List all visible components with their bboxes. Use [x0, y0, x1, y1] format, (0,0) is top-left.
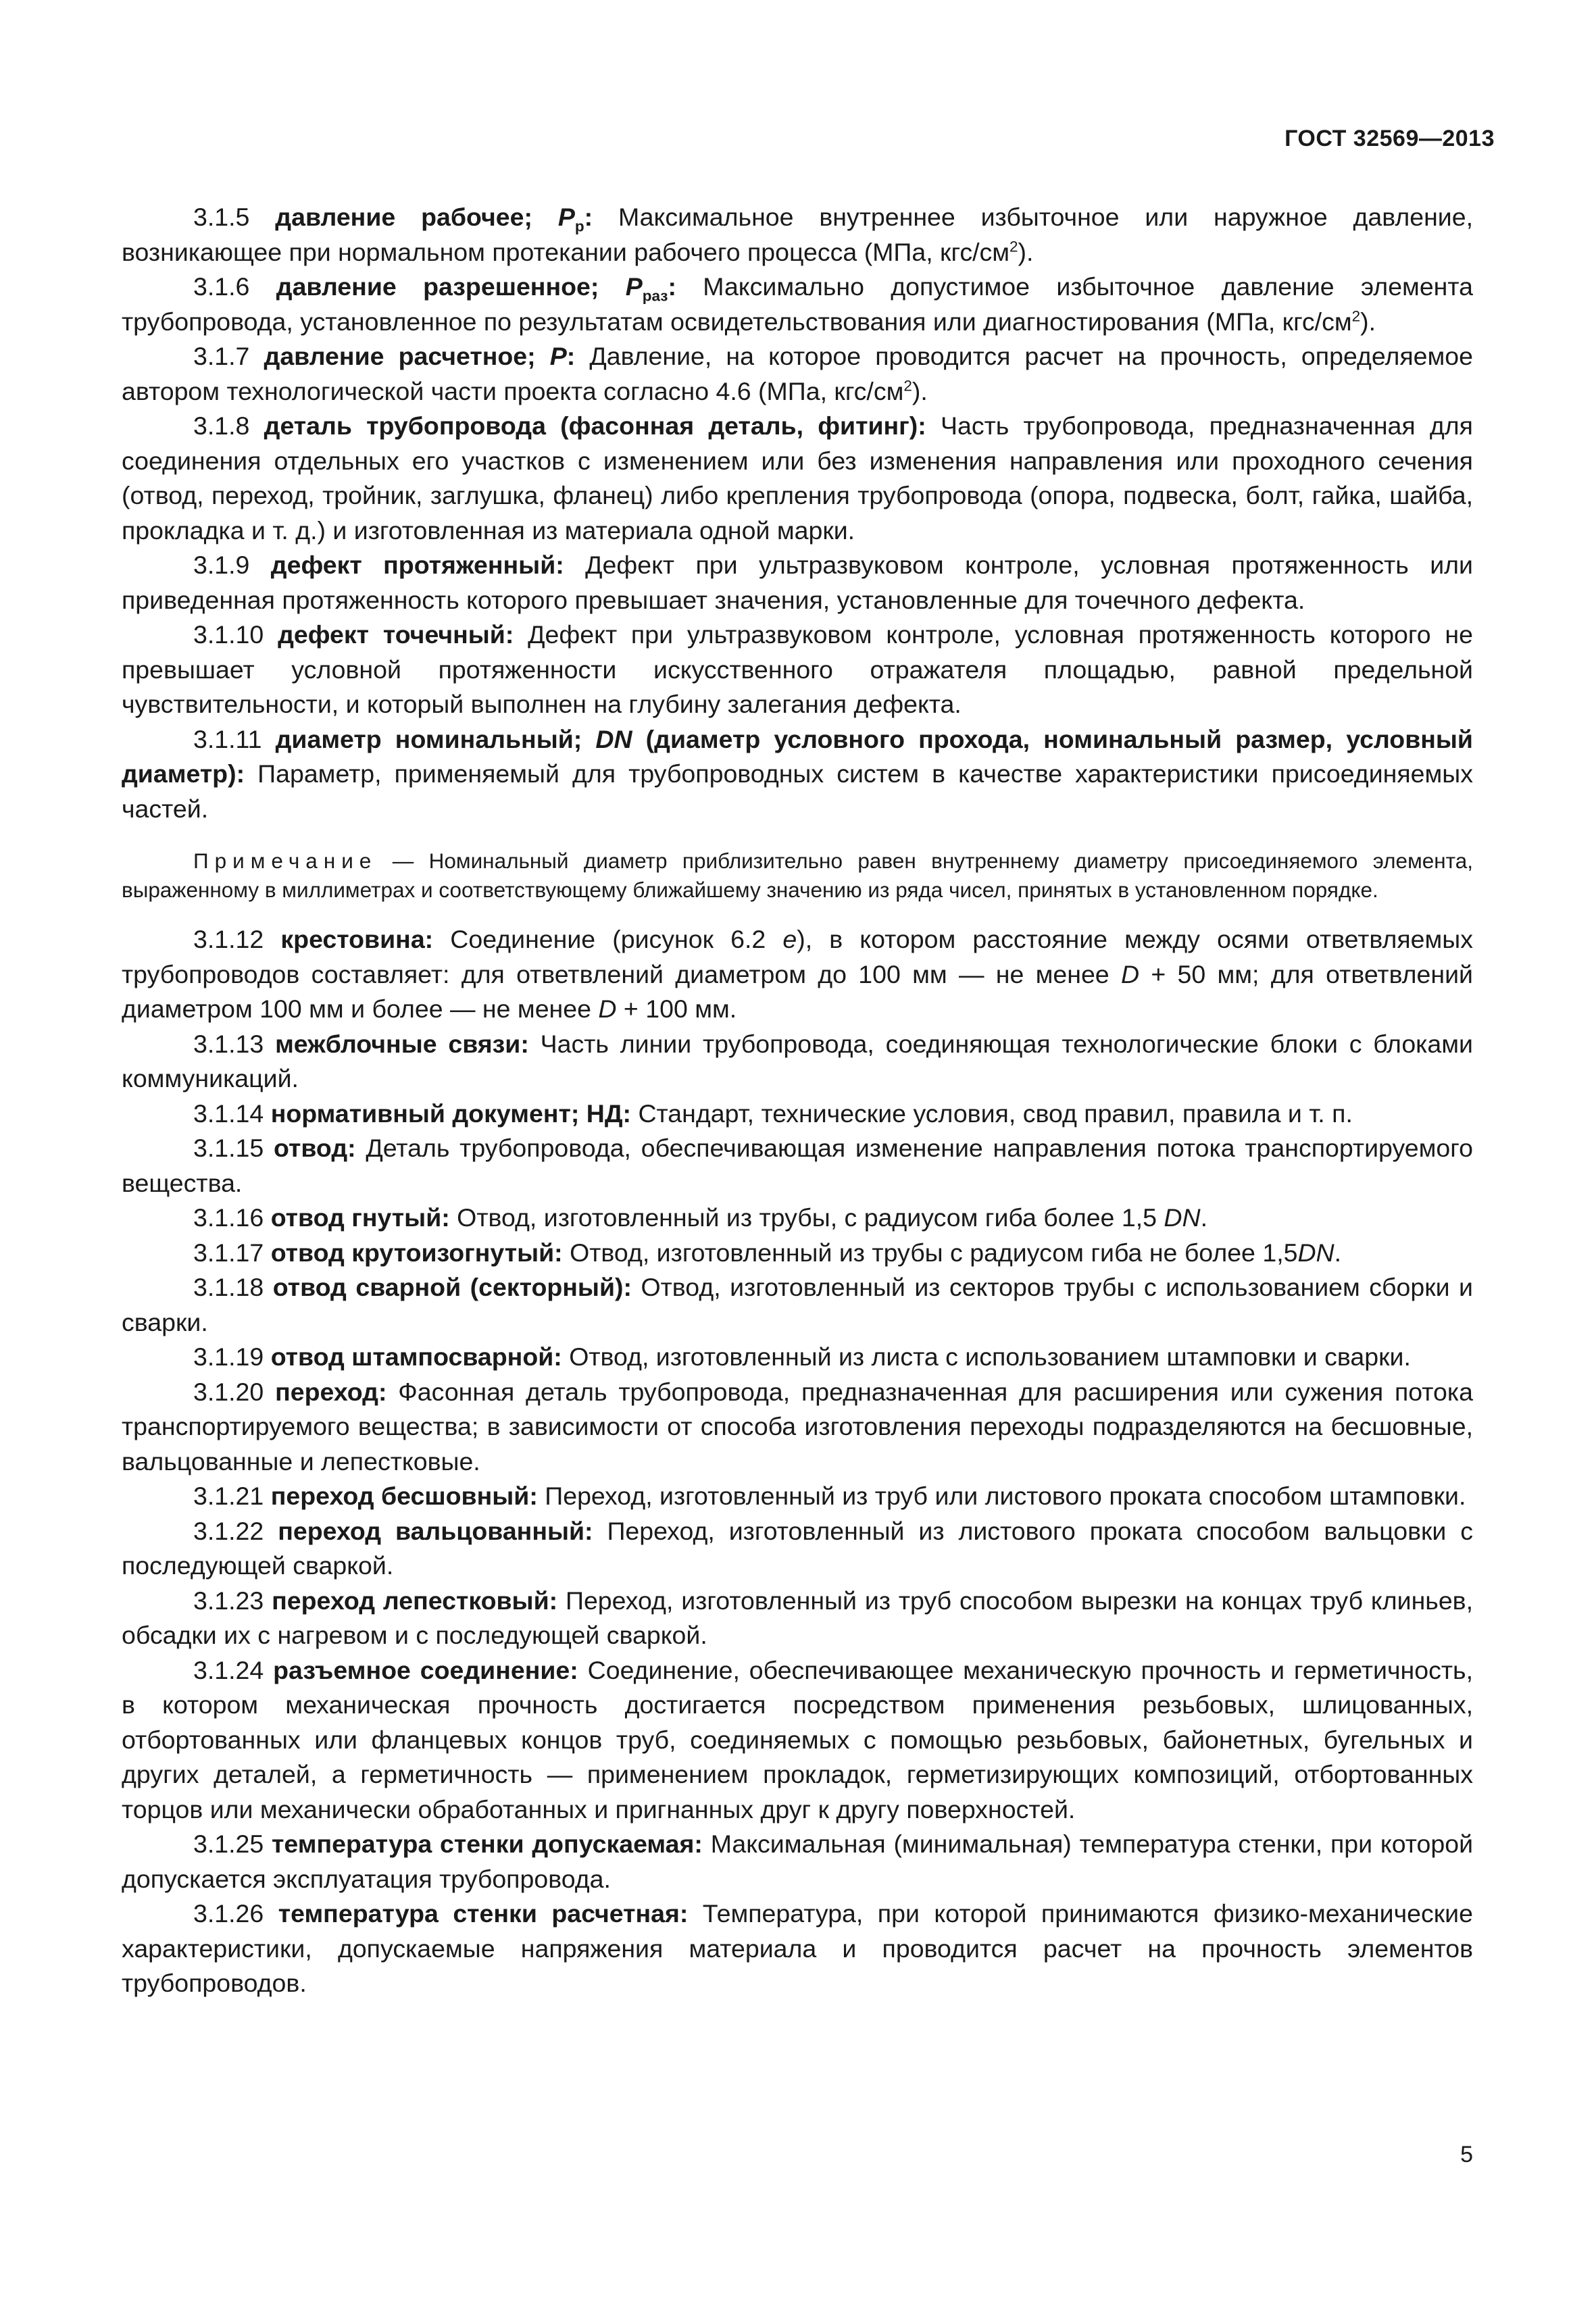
definition-text: Дефект при ультразвуковом контроле, условная протяженность или приведенная протяженность которого превышает значения, установленные для точечного дефекта.: [122, 551, 1473, 614]
clause-number: 3.1.15: [193, 1134, 264, 1162]
term: давление рабочее; $P_р$:: [275, 203, 593, 235]
definition-text: Переход, изготовленный из листового проката способом вальцовки с последующей сваркой.: [122, 1516, 1474, 1580]
term: крестовина:: [280, 925, 434, 953]
note-label: Примечание: [193, 849, 378, 873]
clause-number: 3.1.23: [193, 1586, 264, 1615]
term: температура стенки расчетная:: [278, 1899, 689, 1928]
definition-text: Переход, изготовленный из труб способом вырезки на концах труб клиньев, обсадки их с нагревом и с последующей сваркой.: [122, 1586, 1474, 1649]
definition-3-1-21: [122, 1479, 1473, 1514]
definition-3-1-18: [122, 1270, 1473, 1340]
term: переход лепестковый:: [272, 1586, 558, 1615]
term: отвод гнутый:: [270, 1203, 450, 1232]
definition-text: Часть трубопровода, предназначенная для соединения отдельных его участков с изменением или без изменения направления или проходного сечения (отвод, переход, тройник, заглушка, фланец) либо крепления трубопровода (опора, подвеска, болт, гайка, шайба, прокладка и т. д.) и изготовленная из материала одной марки.: [122, 411, 1473, 545]
clause-number: 3.1.13: [193, 1029, 264, 1058]
document-header: ГОСТ 32569—2013: [1285, 126, 1495, 151]
definition-text: Максимальное внутреннее избыточное или наружное давление, возникающее при нормальном протекании рабочего процесса (МПа, кгс/см: [122, 203, 1474, 266]
definition-text: Максимальная (минимальная) температура стенки, при которой допускается эксплуатация трубопровода.: [122, 1830, 1474, 1893]
definition-text: Соединение, обеспечивающее механическую прочность и герметичность, в котором механическая прочность достигается посредством применения резьбовых, шлицованных, отбортованных или фланцевых концов труб, соединяемых с помощью резьбовых, байонетных, бугельных и других деталей, а герметичность — применением прокладок, герметизирующих композиций, отбортованных торцов или механически обработанных и пригнанных друг к другу поверхностей.: [122, 1655, 1473, 1823]
clause-number: 3.1.22: [193, 1516, 264, 1545]
term: нормативный документ; НД:: [270, 1099, 632, 1128]
clause-number: 3.1.21: [193, 1482, 264, 1510]
definition-text: Давление, на которое проводится расчет на прочность, определяемое автором технологической части проекта согласно 4.6 (МПа, кгс/см: [122, 342, 1474, 405]
clause-number: 3.1.20: [193, 1377, 264, 1406]
definition-3-1-6: 3.1.6 давление разрешенное; $P_{раз}$: Максимально допустимое избыточное давление элемента трубопровода, установленное по результатам освидетельствования или диагностирования (МПа, кгс/$см^2$).: [122, 272, 1474, 336]
definition-3-1-7: 3.1.7 давление расчетное; P: Давление, на которое проводится расчет на прочность, определяемое автором технологической части проекта согласно 4.6 (МПа, кгс/$см^2$).: [122, 342, 1474, 405]
definition-3-1-10: [122, 618, 1473, 722]
definition-text: Отвод, изготовленный из трубы, с радиусом гиба более 1,5: [449, 1203, 1164, 1232]
definition-text: Параметр, применяемый для трубопроводных систем в качестве характеристики присоединяемых частей.: [122, 759, 1473, 823]
term: переход бесшовный:: [270, 1482, 538, 1510]
definition-text: Стандарт, технические условия, свод правил, правила и т. п.: [631, 1099, 1353, 1128]
term: отвод крутоизогнутый:: [270, 1238, 563, 1267]
term: переход:: [275, 1377, 387, 1406]
definition-3-1-26: [122, 1896, 1473, 2001]
definition-3-1-14: [122, 1097, 1473, 1132]
clause-number: 3.1.8: [193, 411, 250, 440]
definition-3-1-23: [122, 1584, 1473, 1653]
definition-3-1-13: [122, 1027, 1473, 1097]
definition-3-1-19: [122, 1340, 1473, 1375]
clause-number: 3.1.14: [193, 1099, 264, 1128]
clause-number: 3.1.18: [193, 1273, 264, 1301]
term: отвод сварной (секторный):: [272, 1273, 632, 1301]
term: дефект протяженный:: [270, 551, 564, 579]
term: диаметр номинальный; DN (диаметр условного прохода, номинальный размер, условный диаметр):: [122, 724, 1473, 788]
definition-3-1-22: [122, 1514, 1473, 1584]
definition-text: Часть линии трубопровода, соединяющая технологические блоки с блоками коммуникаций.: [122, 1029, 1474, 1092]
definition-3-1-17: 3.1.17 отвод крутоизогнутый: Отвод, изготовленный из трубы с радиусом гиба не более 1,5DN.: [193, 1238, 1342, 1267]
definition-text: Отвод, изготовленный из листа с использованием штамповки и сварки.: [562, 1342, 1411, 1371]
note-text: — Номинальный диаметр приблизительно равен внутреннему диаметру присоединяемого элемента, выраженному в миллиметрах и соответствующему ближайшему значению из ряда чисел, принятых в установленном порядке.: [122, 849, 1473, 902]
clause-number: 3.1.25: [193, 1830, 264, 1858]
clause-number: 3.1.11: [193, 724, 262, 753]
definition-3-1-16: 3.1.16 отвод гнутый: Отвод, изготовленный из трубы, с радиусом гиба более 1,5 DN.: [193, 1203, 1207, 1232]
definition-text: Дефект при ультразвуковом контроле, условная протяженность которого не превышает условной протяженности искусственного отражателя площадью, равной предельной чувствительности, и который выполнен на глубину залегания дефекта.: [122, 620, 1473, 718]
definition-3-1-25: [122, 1827, 1473, 1896]
term: давление разрешенное; $P_{раз}$:: [276, 272, 676, 305]
definition-text: Отвод, изготовленный из трубы с радиусом гиба не более 1,5: [562, 1238, 1298, 1267]
definition-3-1-8: [122, 409, 1473, 548]
clause-number: 3.1.7: [193, 342, 250, 370]
definition-text: Максимально допустимое избыточное давление элемента трубопровода, установленное по результатам освидетельствования или диагностирования (МПа, кгс/см: [122, 272, 1474, 336]
definition-text: Фасонная деталь трубопровода, предназначенная для расширения или сужения потока транспортируемого вещества; в зависимости от способа изготовления переходы подразделяются на бесшовные, вальцованные и лепестковые.: [122, 1377, 1473, 1476]
term: давление расчетное; P:: [264, 342, 576, 370]
document-body: [122, 200, 1473, 2001]
definition-3-1-11: [122, 722, 1473, 827]
definition-3-1-15: [122, 1131, 1473, 1201]
clause-number: 3.1.17: [193, 1238, 264, 1267]
definition-text: Деталь трубопровода, обеспечивающая изменение направления потока транспортируемого вещества.: [122, 1134, 1473, 1197]
definition-text: Температура, при которой принимаются физико-механические характеристики, допускаемые напряжения материала и проводится расчет на прочность элементов трубопроводов.: [122, 1899, 1473, 1997]
term: температура стенки допускаемая:: [272, 1830, 703, 1858]
term: отвод штампосварной:: [270, 1342, 562, 1371]
clause-number: 3.1.19: [193, 1342, 264, 1371]
term: межблочные связи:: [275, 1029, 529, 1058]
note: [122, 847, 1473, 905]
term: деталь трубопровода (фасонная деталь, фитинг):: [264, 411, 926, 440]
term: разъемное соединение:: [273, 1655, 578, 1684]
clause-number: 3.1.10: [193, 620, 264, 649]
page-number: 5: [1460, 2142, 1473, 2167]
definition-text: Отвод, изготовленный из секторов трубы с использованием сборки и сварки.: [122, 1273, 1474, 1336]
term: переход вальцованный:: [278, 1516, 593, 1545]
definition-3-1-9: [122, 548, 1473, 618]
term: дефект точечный:: [278, 620, 514, 649]
definition-text: Переход, изготовленный из труб или листового проката способом штамповки.: [537, 1482, 1466, 1510]
clause-number: 3.1.12: [193, 925, 264, 953]
definition-3-1-20: [122, 1375, 1473, 1480]
clause-number: 3.1.26: [193, 1899, 264, 1928]
clause-number: 3.1.9: [193, 551, 250, 579]
clause-number: 3.1.5: [193, 203, 250, 231]
clause-number: 3.1.16: [193, 1203, 264, 1232]
definition-3-1-24: [122, 1653, 1473, 1828]
clause-number: 3.1.24: [193, 1655, 264, 1684]
term: отвод:: [274, 1134, 356, 1162]
definition-3-1-5: 3.1.5 давление рабочее; $P_р$: Максимальное внутреннее избыточное или наружное давление, возникающее при нормальном протекании рабочего процесса (МПа, кгс/$см^2$).: [122, 203, 1474, 266]
clause-number: 3.1.6: [193, 272, 250, 301]
definition-3-1-12: 3.1.12 крестовина: Соединение (рисунок 6.2 е), в котором расстояние между осями ответвляемых трубопроводов составляет: для ответвлений диаметром до 100 мм — не менее D + 50 мм; для ответвлений диаметром 100 мм и более — не менее D + 100 мм.: [122, 925, 1474, 1023]
